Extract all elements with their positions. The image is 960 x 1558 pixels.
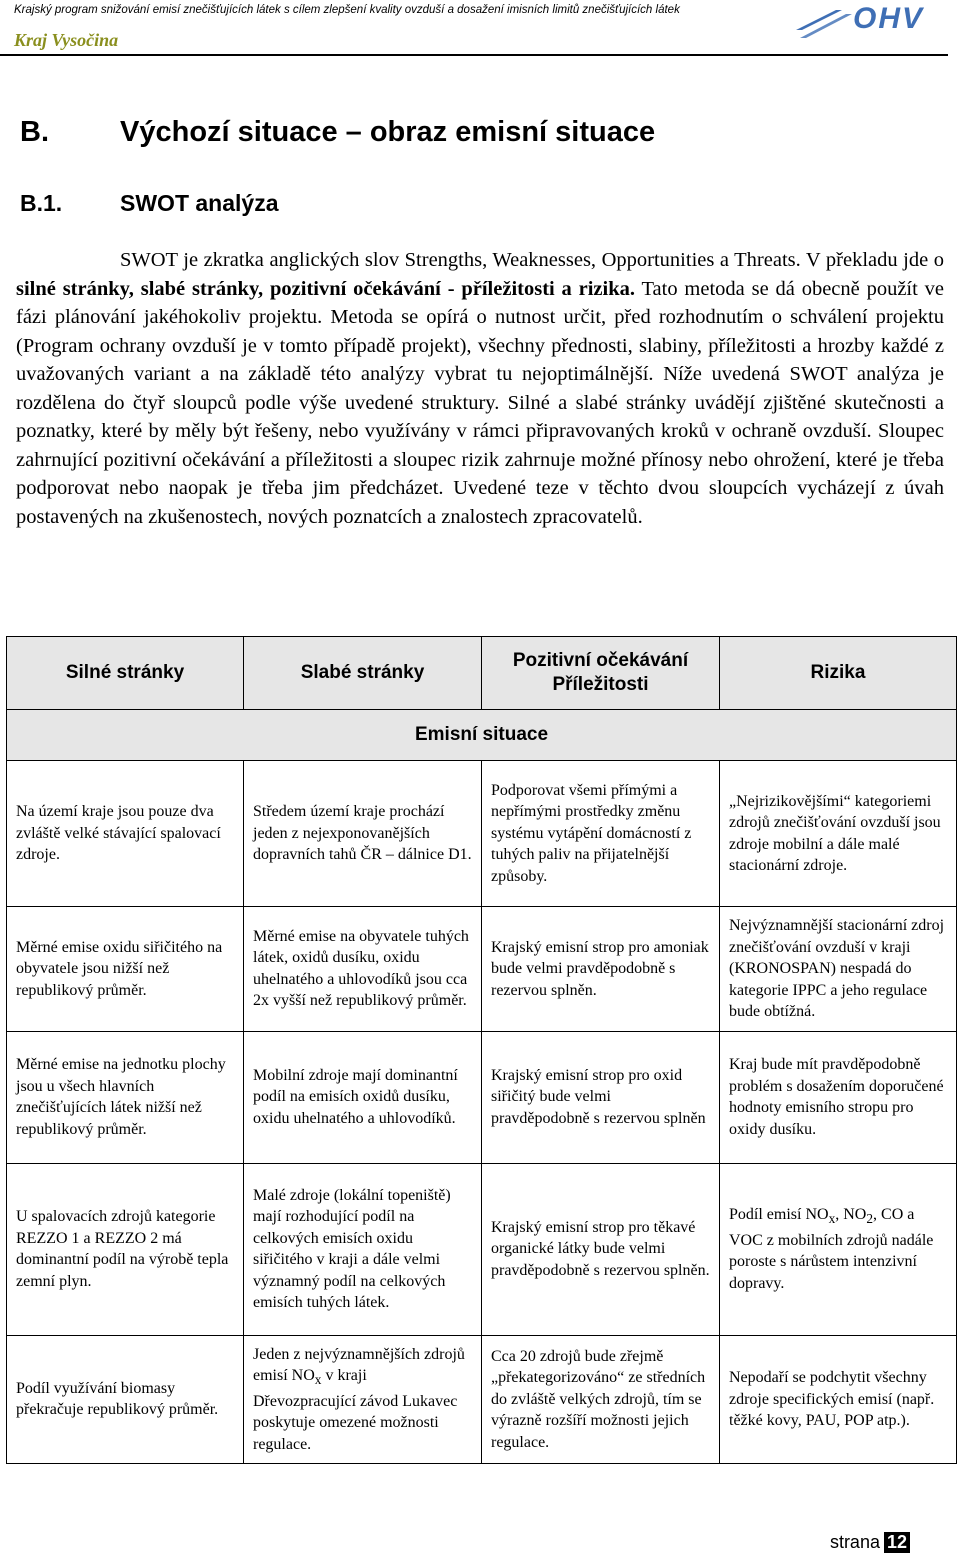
cell-opportunity: Krajský emisní strop pro amoniak bude velmi pravděpodobně s rezervou splněn. — [482, 907, 720, 1032]
table-row — [7, 1163, 957, 1335]
header-threats: Rizika — [720, 637, 957, 710]
swot-header-row — [7, 637, 957, 710]
header-title: Krajský program snižování emisí znečišťujících látek s cílem zlepšení kvality ovzduší a dosažení imisních limitů znečišťujících látek — [14, 4, 680, 16]
weakness-text-b: v kraji Dřevozpracující závod Lukavec poskytuje omezené možnosti regulace. — [253, 1367, 458, 1453]
cell-weakness: Mobilní zdroje mají dominantní podíl na emisích oxidů dusíku, oxidu uhelnatého a uhlovodíků. — [244, 1031, 482, 1163]
cell-strength: U spalovacích zdrojů kategorie REZZO 1 a REZZO 2 má dominantní podíl na výrobě tepla zemní plyn. — [7, 1163, 244, 1335]
header-divider — [0, 54, 948, 56]
threat-text-b: , NO — [835, 1205, 867, 1223]
weakness-text-a: Jeden z nejvýznamnějších zdrojů emisí NO — [253, 1345, 465, 1384]
table-row — [7, 1031, 957, 1163]
header-opportunities-line1: Pozitivní očekávání — [512, 650, 689, 671]
section-heading — [20, 116, 655, 149]
footer-label: strana — [829, 1532, 880, 1552]
intro-text-part1: SWOT je zkratka anglických slov Strengths, Weaknesses, Opportunities a Threats. V překladu jde o — [120, 249, 944, 271]
subsection-title: SWOT analýza — [120, 190, 279, 216]
page-footer — [830, 1532, 910, 1553]
intro-text-part2: Tato metoda se dá obecně použít ve fázi plánování jakéhokoliv projektu. Metoda se opírá o nutnost určit, před rozhodnutím o schválení projektu (Program ochrany ovzduší je v tomto případě projekt), všechny přednosti, slabiny, příležitosti a hrozby každé z uvažovaných variant a na základě této analýzy vybrat tu nejoptimálnější. Níže uvedená SWOT analýza je rozdělena do čtyř sloupců podle výše uvedené struktury. Silné a slabé stránky uvádějí zjištěné skutečnosti a poznatky, které by měly být řešeny, nebo využívány v rámci připravovaných kroků v ochraně ovzduší. Sloupec zahrnující pozitivní očekávání a příležitosti a sloupec rizik zahrnuje možné přínosy nebo ohrožení, které je třeba podporovat nebo naopak je třeba jim předcházet. Uvedené teze v těchto dvou sloupcích vycházejí z úvah postavených na zkušenostech, nových poznatcích a znalostech zpracovatelů. — [16, 277, 944, 528]
subsection-number: B.1. — [20, 190, 63, 216]
cell-strength: Měrné emise oxidu siřičitého na obyvatele jsou nižší než republikový průměr. — [7, 907, 244, 1032]
intro-paragraph — [16, 246, 944, 531]
cell-strength: Podíl využívání biomasy překračuje republikový průměr. — [7, 1335, 244, 1464]
cell-threat: Nepodaří se podchytit všechny zdroje specifických emisí (např. těžké kovy, PAU, POP atp.). — [720, 1335, 957, 1464]
cell-threat: „Nejrizikovějšími“ kategoriemi zdrojů znečišťování ovzduší jsou zdroje mobilní a dále malé stacionární zdroje. — [720, 761, 957, 907]
cell-threat: Nejvýznamnější stacionární zdroj znečišťování ovzduší v kraji (KRONOSPAN) nespadá do kategorie IPPC a jeho regulace bude obtížná. — [720, 907, 957, 1032]
header-region: Kraj Vysočina — [14, 30, 119, 50]
threat-text-c: , CO a VOC z mobilních zdrojů nadále poroste s nárůstem intenzivní dopravy. — [729, 1205, 934, 1292]
subheader-emission-situation: Emisní situace — [7, 710, 957, 761]
cell-opportunity: Podporovat všemi přímými a nepřímými prostředky změnu systému vytápění domácností z tuhých paliv na přijatelnější způsoby. — [482, 761, 720, 907]
cell-threat — [720, 1163, 957, 1335]
cell-opportunity: Krajský emisní strop pro těkavé organické látky bude velmi pravděpodobně s rezervou splněn. — [482, 1163, 720, 1335]
intro-text — [16, 246, 944, 531]
table-row — [7, 761, 957, 907]
cell-strength: Na území kraje jsou pouze dva zvláště velké stávající spalovací zdroje. — [7, 761, 244, 907]
cell-weakness — [244, 1335, 482, 1464]
page-number: 12 — [884, 1532, 910, 1553]
cell-strength: Měrné emise na jednotku plochy jsou u všech hlavních znečišťujících látek nižší než republikový průměr. — [7, 1031, 244, 1163]
subsection-heading — [20, 190, 278, 217]
header-strengths: Silné stránky — [7, 637, 244, 710]
threat-text-a: Podíl emisí NO — [729, 1205, 829, 1223]
cell-threat: Kraj bude mít pravděpodobně problém s dosažením doporučené hodnoty emisního stropu pro oxidy dusíku. — [720, 1031, 957, 1163]
intro-text-bold: silné stránky, slabé stránky, pozitivní očekávání - příležitosti a rizika. — [16, 277, 635, 300]
table-row — [7, 1335, 957, 1464]
cell-weakness: Středem území kraje prochází jeden z nejexponovanějších dopravních tahů ČR – dálnice D1. — [244, 761, 482, 907]
cell-weakness: Malé zdroje (lokální topeniště) mají rozhodující podíl na celkových emisích oxidu siřičitého v kraji a dále velmi významný podíl na celkových emisích tuhých látek. — [244, 1163, 482, 1335]
swot-subheader-row — [7, 710, 957, 761]
threat-sub-x: x — [828, 1211, 836, 1227]
table-row — [7, 907, 957, 1032]
threat-sub-2: 2 — [866, 1211, 874, 1227]
section-title: Výchozí situace – obraz emisní situace — [120, 116, 656, 148]
cell-weakness: Měrné emise na obyvatele tuhých látek, oxidů dusíku, oxidu uhelnatého a uhlovodíků jsou cca 2x vyšší než republikový průměr. — [244, 907, 482, 1032]
weakness-sub-x: x — [314, 1372, 322, 1388]
logo-text: OHV — [852, 2, 924, 35]
header-weaknesses: Slabé stránky — [244, 637, 482, 710]
header-opportunities-line2: Příležitosti — [552, 674, 649, 695]
cell-opportunity: Cca 20 zdrojů bude zřejmě „překategorizováno“ ze středních do zvláště velkých zdrojů, tím se výrazně rozšíří možnosti jejich regulace. — [482, 1335, 720, 1464]
section-number: B. — [20, 116, 49, 148]
page-header — [0, 0, 960, 56]
cell-opportunity: Krajský emisní strop pro oxid siřičitý bude velmi pravděpodobně s rezervou splněn — [482, 1031, 720, 1163]
header-opportunities — [482, 637, 720, 710]
ohv-logo — [796, 2, 924, 42]
swot-table — [6, 636, 957, 1464]
